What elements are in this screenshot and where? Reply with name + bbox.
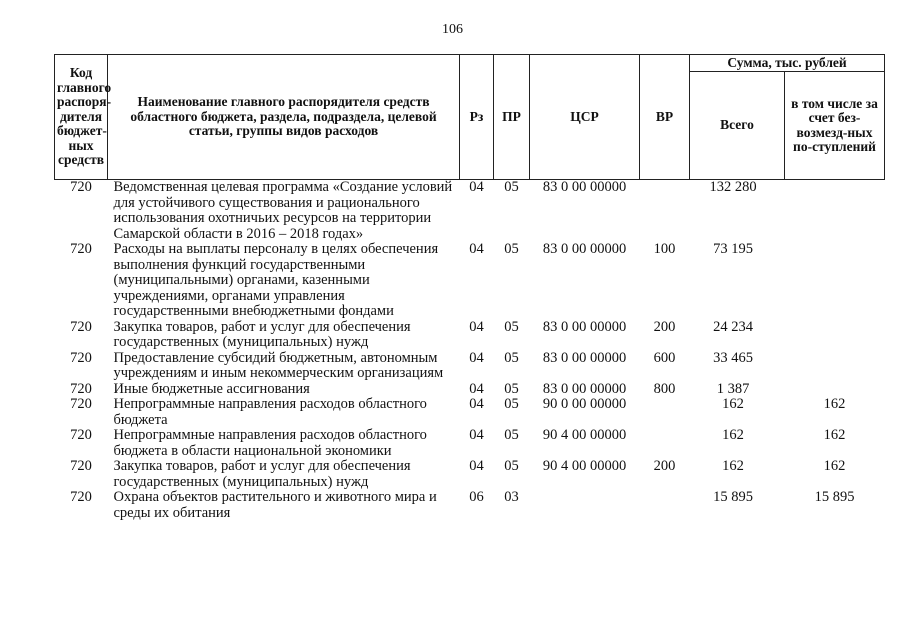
cell-rz: 06 — [469, 489, 484, 505]
table-row — [55, 242, 885, 320]
cell-free: 15 895 — [814, 489, 855, 505]
cell-name: Непрограммные направления расходов областного бюджета — [113, 396, 427, 428]
cell-pr: 05 — [504, 396, 519, 412]
cell-vr: 100 — [653, 241, 676, 257]
cell-total: 73 195 — [713, 241, 753, 257]
cell-csr: 83 0 00 00000 — [542, 179, 627, 195]
cell-free — [785, 180, 885, 243]
header-name: Наименование главного распорядителя средств областного бюджета, раздела, подраздела, целевой статьи, группы видов расходов — [108, 55, 460, 180]
table-row — [55, 320, 885, 351]
cell-csr: 83 0 00 00000 — [542, 349, 627, 366]
cell-csr: 90 4 00 00000 — [542, 427, 627, 443]
header-rz: Рз — [460, 55, 494, 180]
cell-name: Непрограммные направления расходов областного бюджета в области национальной экономики — [113, 427, 427, 459]
cell-rz: 04 — [469, 241, 484, 257]
cell-total: 15 895 — [713, 489, 753, 505]
cell-pr: 05 — [504, 427, 519, 443]
cell-free: 162 — [823, 396, 846, 412]
table-row — [55, 180, 885, 243]
header-sum: Сумма, тыс. рублей — [690, 55, 885, 72]
cell-vr — [640, 428, 690, 459]
cell-name: Расходы на выплаты персоналу в целях обеспечения выполнения функций государственными (муниципальными) органами, казенными учреждениями, органами управления государственными внебюджетными фондами — [113, 241, 439, 319]
cell-pr: 05 — [504, 318, 519, 335]
cell-pr: 03 — [504, 489, 519, 505]
cell-free — [785, 242, 885, 320]
cell-total: 162 — [722, 396, 744, 412]
table-row — [55, 397, 885, 428]
cell-code: 720 — [70, 179, 92, 195]
cell-pr: 05 — [504, 179, 519, 195]
header-free: в том числе за счет без-возмезд-ных по-ступлений — [785, 72, 885, 180]
cell-vr: 800 — [653, 380, 676, 397]
table-row — [55, 459, 885, 490]
cell-total: 1 387 — [716, 380, 750, 397]
cell-csr: 83 0 00 00000 — [542, 241, 627, 257]
table-header — [55, 55, 885, 180]
cell-pr: 05 — [504, 241, 519, 257]
cell-pr: 05 — [504, 349, 519, 366]
page-number: 106 — [442, 22, 463, 37]
table-body — [55, 180, 885, 522]
cell-csr: 83 0 00 00000 — [542, 318, 627, 335]
header-pr: ПР — [494, 55, 530, 180]
cell-rz: 04 — [469, 427, 484, 443]
header-total: Всего — [690, 72, 785, 180]
cell-free — [785, 382, 885, 398]
header-vr: ВР — [640, 55, 690, 180]
cell-vr: 600 — [653, 349, 676, 366]
cell-pr: 05 — [504, 458, 519, 474]
cell-name: Закупка товаров, работ и услуг для обеспечения государственных (муниципальных) нужд — [113, 458, 411, 490]
cell-code: 720 — [70, 396, 92, 412]
cell-code: 720 — [70, 318, 92, 335]
header-code: Код главного распоря-дителя бюджет-ных средств — [55, 55, 108, 180]
cell-rz: 04 — [469, 179, 484, 195]
cell-vr: 200 — [653, 458, 676, 474]
cell-rz: 04 — [469, 458, 484, 474]
cell-free — [785, 351, 885, 382]
cell-rz: 04 — [469, 380, 484, 397]
cell-vr — [640, 180, 690, 243]
cell-csr: 83 0 00 00000 — [542, 380, 627, 397]
cell-code: 720 — [70, 241, 92, 257]
header-csr: ЦСР — [530, 55, 640, 180]
cell-vr — [640, 490, 690, 521]
table-row — [55, 382, 885, 398]
cell-total: 162 — [722, 427, 744, 443]
cell-code: 720 — [70, 380, 92, 397]
budget-table — [54, 54, 885, 521]
cell-total: 33 465 — [713, 349, 753, 366]
table-row — [55, 490, 885, 521]
cell-pr: 05 — [504, 380, 519, 397]
cell-csr — [530, 490, 640, 521]
cell-code: 720 — [70, 427, 92, 443]
cell-csr: 90 0 00 00000 — [542, 396, 627, 412]
cell-free — [785, 320, 885, 351]
cell-name: Предоставление субсидий бюджетным, автономным учреждениям и иным некоммерческим организациям — [113, 349, 444, 381]
table-row — [55, 428, 885, 459]
table-row — [55, 351, 885, 382]
cell-total: 132 280 — [709, 179, 757, 195]
cell-rz: 04 — [469, 349, 484, 366]
cell-csr: 90 4 00 00000 — [542, 458, 627, 474]
cell-name: Охрана объектов растительного и животного мира и среды их обитания — [113, 489, 437, 521]
cell-total: 24 234 — [713, 318, 753, 335]
cell-vr — [640, 397, 690, 428]
cell-free: 162 — [823, 427, 846, 443]
cell-name: Ведомственная целевая программа «Создание условий для устойчивого существования и рационального использования охотничьих ресурсов на территории Самарской области в 2016 – 2018 годах» — [113, 179, 453, 242]
cell-vr: 200 — [653, 318, 676, 335]
cell-code: 720 — [70, 489, 92, 505]
cell-rz: 04 — [469, 318, 484, 335]
cell-code: 720 — [70, 458, 92, 474]
cell-code: 720 — [70, 349, 92, 366]
cell-free: 162 — [823, 458, 846, 474]
cell-rz: 04 — [469, 396, 484, 412]
cell-total: 162 — [722, 458, 744, 474]
cell-name: Закупка товаров, работ и услуг для обеспечения государственных (муниципальных) нужд — [113, 318, 411, 350]
cell-name: Иные бюджетные ассигнования — [113, 380, 310, 397]
